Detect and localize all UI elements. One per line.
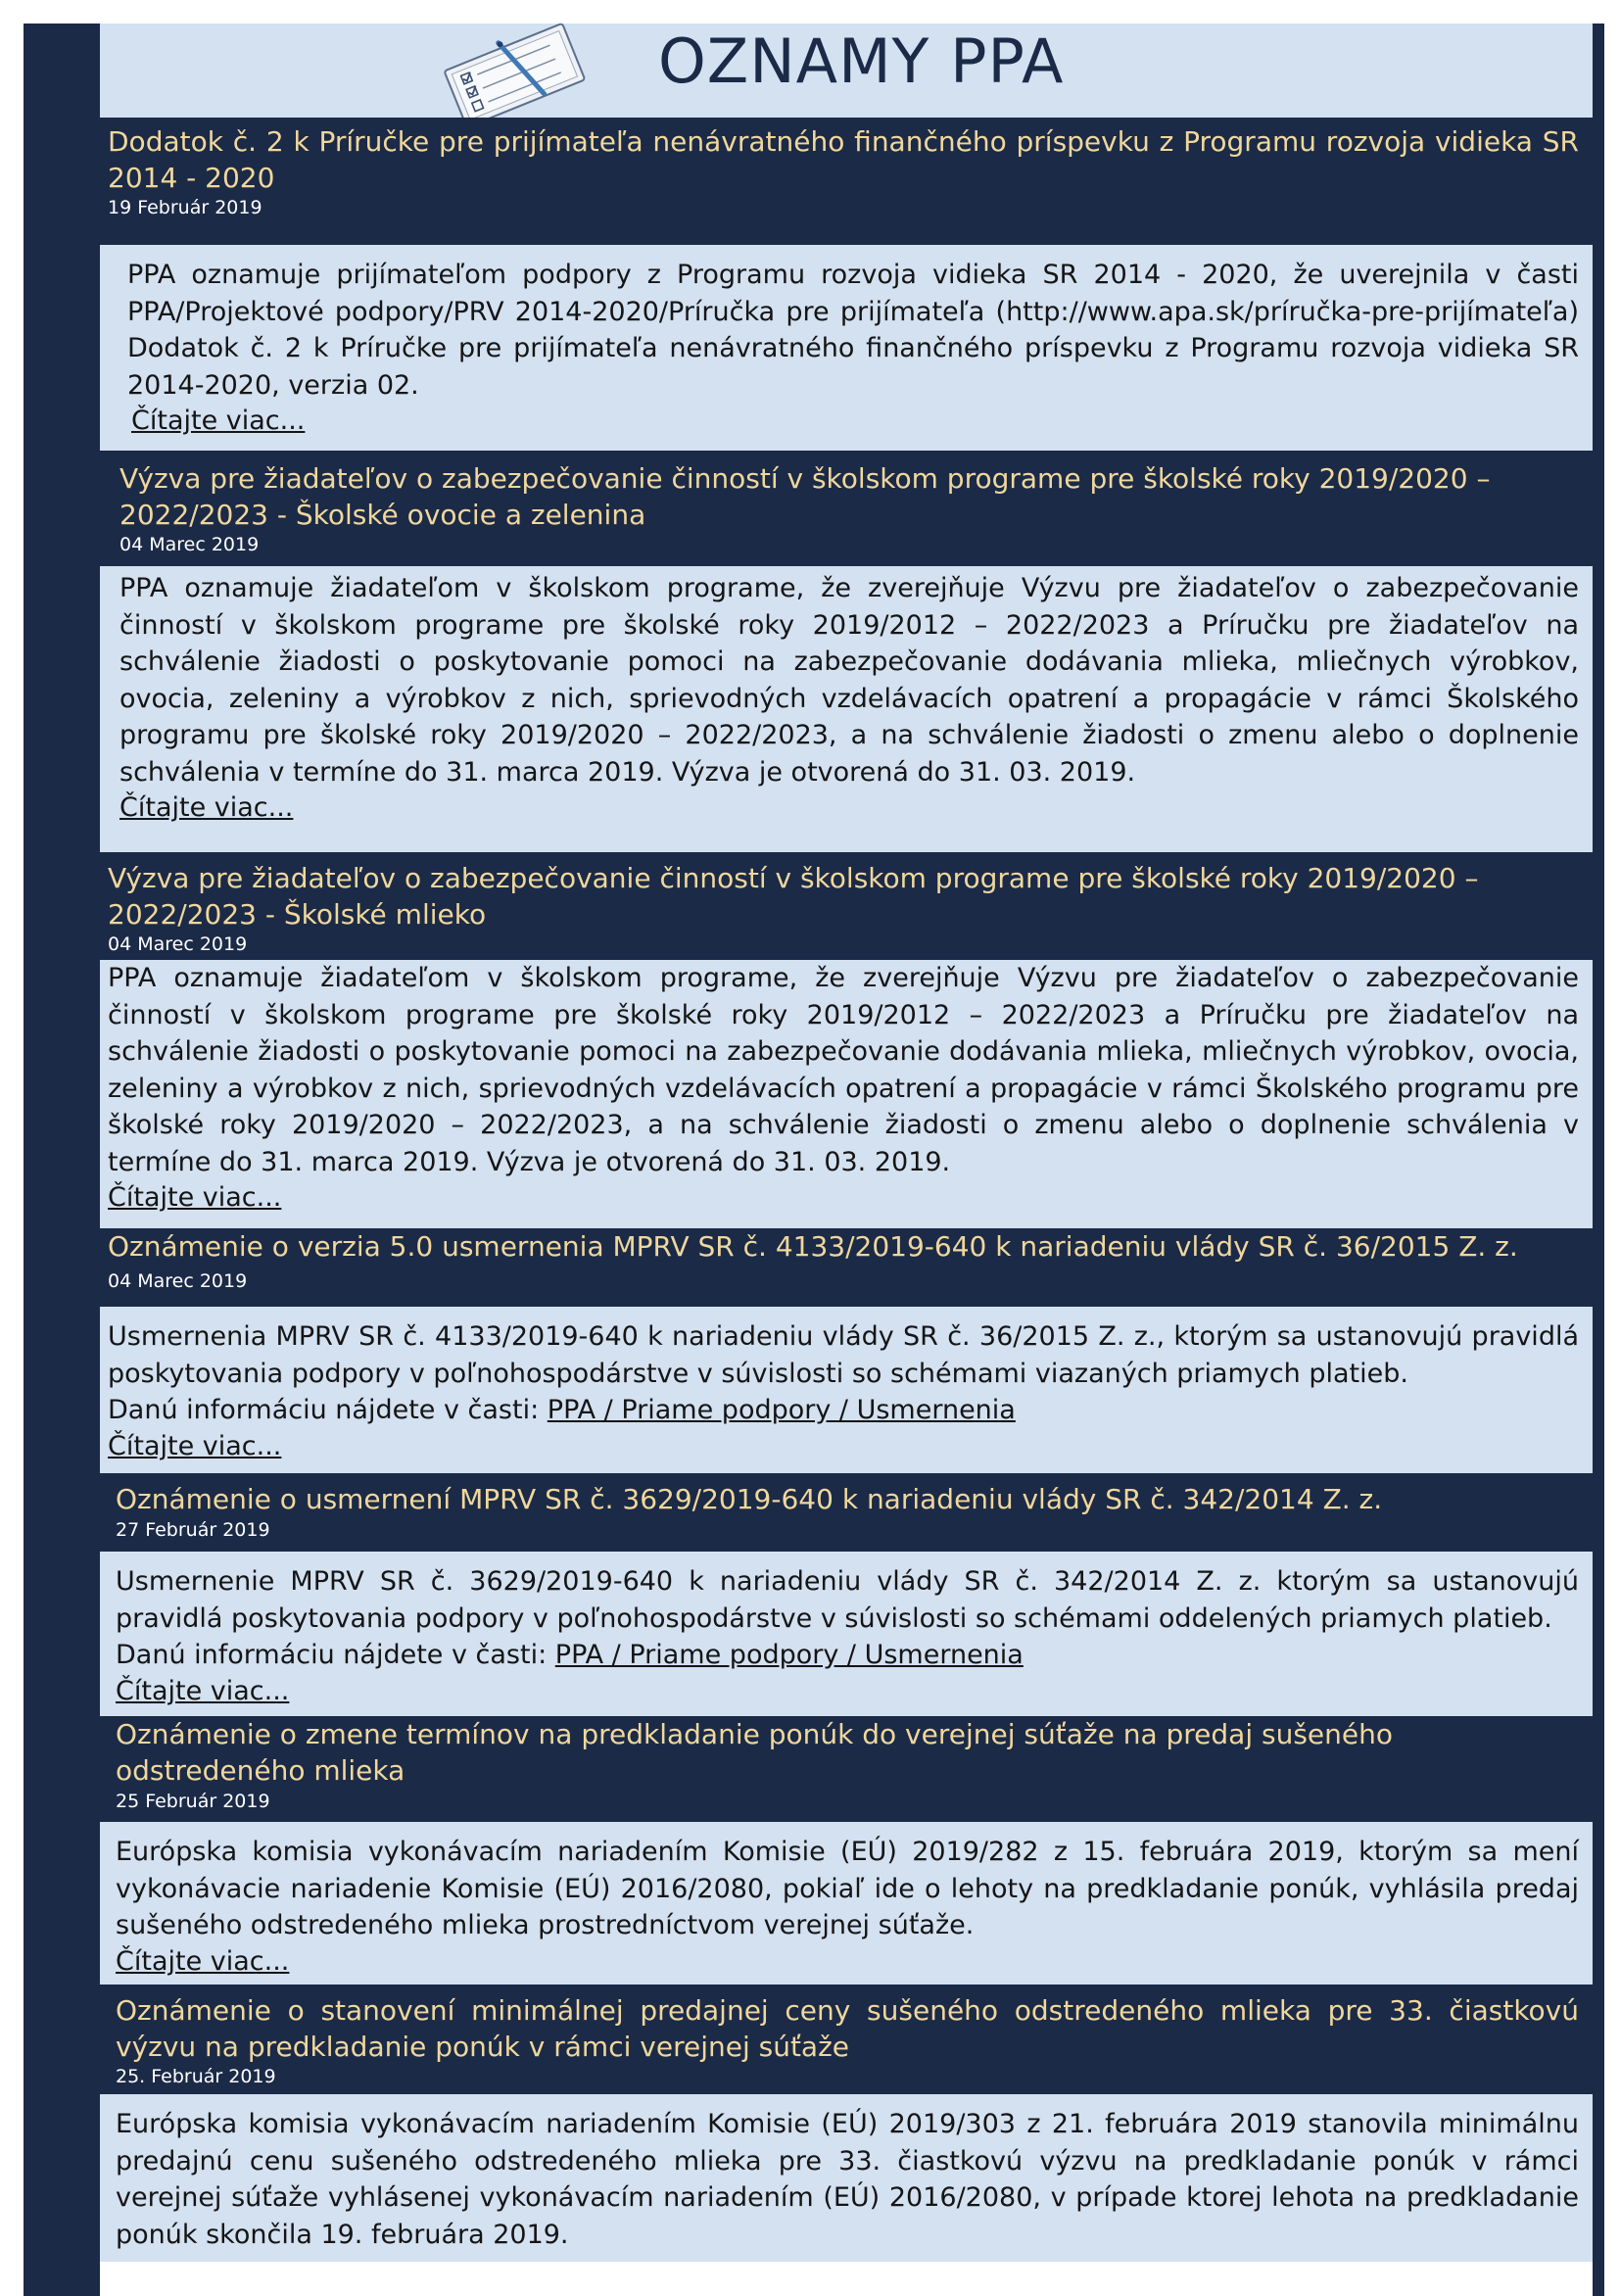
announcement-header	[100, 1716, 1593, 1822]
announcement-date: 04 Marec 2019	[108, 933, 248, 955]
read-more-link[interactable]: Čítajte viac...	[119, 792, 294, 823]
read-more-link[interactable]: Čítajte viac...	[116, 1945, 290, 1977]
announcement-header	[100, 852, 1593, 960]
location-prefix: Danú informáciu nájdete v časti:	[116, 1640, 555, 1670]
location-prefix: Danú informáciu nájdete v časti:	[108, 1395, 548, 1425]
right-decorative-bar	[1593, 24, 1604, 2296]
announcement-date: 04 Marec 2019	[108, 1270, 248, 1292]
announcement-body-panel	[100, 1822, 1593, 1985]
location-link[interactable]: PPA / Priame podpory / Usmernenia	[547, 1395, 1016, 1425]
announcement-location	[116, 1637, 1579, 1674]
announcement-title[interactable]: Oznámenie o zmene termínov na predkladanie ponúk do verejnej súťaže na predaj sušeného odstredeného mlieka	[116, 1718, 1394, 1787]
announcement-body: PPA oznamuje žiadateľom v školskom programe, že zverejňuje Výzvu pre žiadateľov o zabezpečovanie činností v školskom programe pre školské roky 2019/2012 – 2022/2023 a Príručku pre žiadateľov na schválenie žiadosti o poskytovanie pomoci na zabezpečovanie dodávania mlieka, mliečnych výrobkov, ovocia, zeleniny a výrobkov z nich, sprievodných vzdelávacích opatrení a propagácie v rámci Školského programu pre školské roky 2019/2020 – 2022/2023, a na schválenie žiadosti o zmenu alebo o doplnenie schválenia v termíne do 31. marca 2019. Výzva je otvorená do 31. 03. 2019.	[108, 963, 1579, 1177]
announcement-body-panel	[100, 245, 1593, 451]
announcement-body-panel	[100, 960, 1593, 1228]
checklist-clipboard-icon	[421, 16, 607, 121]
announcement-body: PPA oznamuje prijímateľom podpory z Programu rozvoja vidieka SR 2014 - 2020, že uverejnila v časti PPA/Projektové podpory/PRV 2014-2020/Príručka pre prijímateľa (http://www.apa.sk/príručka-pre-prijímateľa) Dodatok č. 2 k Príručke pre prijímateľa nenávratného finančného príspevku z Programu rozvoja vidieka SR 2014-2020, verzia 02.	[127, 260, 1579, 401]
announcement-header	[100, 1228, 1593, 1307]
announcement-body: Európska komisia vykonávacím nariadením Komisie (EÚ) 2019/282 z 15. februára 2019, ktorým sa mení vykonávacie nariadenie Komisie (EÚ) 2016/2080, pokiaľ ide o lehoty na predkladanie ponúk, vyhlásila predaj sušeného odstredeného mlieka prostredníctvom verejnej súťaže.	[116, 1837, 1579, 1940]
announcement-body-panel	[100, 1307, 1593, 1473]
announcement-title[interactable]: Oznámenie o stanovení minimálnej predajnej ceny sušeného odstredeného mlieka pre 33. čiastkovú výzvu na predkladanie ponúk v rámci verejnej súťaže	[116, 1994, 1579, 2063]
announcement-location	[108, 1392, 1579, 1429]
announcement-date: 25. Február 2019	[116, 2066, 276, 2087]
announcement-date: 25 Február 2019	[116, 1791, 270, 1812]
announcement-title[interactable]: Dodatok č. 2 k Príručke pre prijímateľa nenávratného finančného príspevku z Programu rozvoja vidieka SR 2014 - 2020	[108, 125, 1579, 194]
read-more-link[interactable]: Čítajte viac...	[116, 1675, 290, 1706]
read-more-link[interactable]: Čítajte viac...	[108, 1430, 282, 1461]
announcement-body: Európska komisia vykonávacím nariadením Komisie (EÚ) 2019/303 z 21. februára 2019 stanovila minimálnu predajnú cenu sušeného odstredeného mlieka pre 33. čiastkovú výzvu na predkladanie ponúk v rámci verejnej súťaže vyhlásenej vykonávacím nariadením (EÚ) 2016/2080, v prípade ktorej lehota na predkladanie ponúk skončila 19. februára 2019.	[116, 2109, 1579, 2250]
announcement-header	[100, 118, 1593, 245]
announcement-body: PPA oznamuje žiadateľom v školskom programe, že zverejňuje Výzvu pre žiadateľov o zabezpečovanie činností v školskom programe pre školské roky 2019/2012 – 2022/2023 a Príručku pre žiadateľov na schválenie žiadosti o poskytovanie pomoci na zabezpečovanie dodávania mlieka, mliečnych výrobkov, ovocia, zeleniny a výrobkov z nich, sprievodných vzdelávacích opatrení a propagácie v rámci Školského programu pre školské roky 2019/2020 – 2022/2023, a na schválenie žiadosti o zmenu alebo o doplnenie schválenia v termíne do 31. marca 2019. Výzva je otvorená do 31. 03. 2019.	[119, 573, 1579, 788]
read-more-link[interactable]: Čítajte viac...	[108, 1182, 282, 1213]
announcement-header	[100, 451, 1593, 566]
announcement-body: Usmernenie MPRV SR č. 3629/2019-640 k nariadeniu vlády SR č. 342/2014 Z. z. ktorým sa ustanovujú pravidlá poskytovania podpory v poľnohospodárstve v súvislosti so schémami oddelených priamych platieb.	[116, 1566, 1579, 1634]
left-decorative-bar	[24, 24, 100, 2296]
announcement-header	[100, 1985, 1593, 2094]
announcement-date: 04 Marec 2019	[119, 534, 260, 555]
announcement-date: 19 Február 2019	[108, 197, 262, 218]
page-title: OZNAMY PPA	[658, 25, 1065, 97]
announcement-date: 27 Február 2019	[116, 1519, 270, 1541]
announcement-title[interactable]: Oznámenie o verzia 5.0 usmernenia MPRV SR č. 4133/2019-640 k nariadeniu vlády SR č. 36/2015 Z. z.	[108, 1230, 1518, 1263]
announcement-title[interactable]: Oznámenie o usmernení MPRV SR č. 3629/2019-640 k nariadeniu vlády SR č. 342/2014 Z. z.	[116, 1483, 1383, 1515]
announcement-body-panel	[100, 566, 1593, 852]
announcement-body-panel	[100, 1552, 1593, 1716]
announcement-title[interactable]: Výzva pre žiadateľov o zabezpečovanie činností v školskom programe pre školské roky 2019/2020 – 2022/2023 - Školské ovocie a zelenina	[119, 462, 1491, 531]
location-link[interactable]: PPA / Priame podpory / Usmernenia	[554, 1640, 1024, 1670]
read-more-link[interactable]: Čítajte viac...	[131, 406, 306, 436]
announcement-body-panel	[100, 2094, 1593, 2262]
announcement-body: Usmernenia MPRV SR č. 4133/2019-640 k nariadeniu vlády SR č. 36/2015 Z. z., ktorým sa ustanovujú pravidlá poskytovania podpory v poľnohospodárstve v súvislosti so schémami viazaných priamych platieb.	[108, 1321, 1579, 1389]
announcement-header	[100, 1473, 1593, 1552]
announcement-title[interactable]: Výzva pre žiadateľov o zabezpečovanie činností v školskom programe pre školské roky 2019/2020 – 2022/2023 - Školské mlieko	[108, 862, 1479, 931]
